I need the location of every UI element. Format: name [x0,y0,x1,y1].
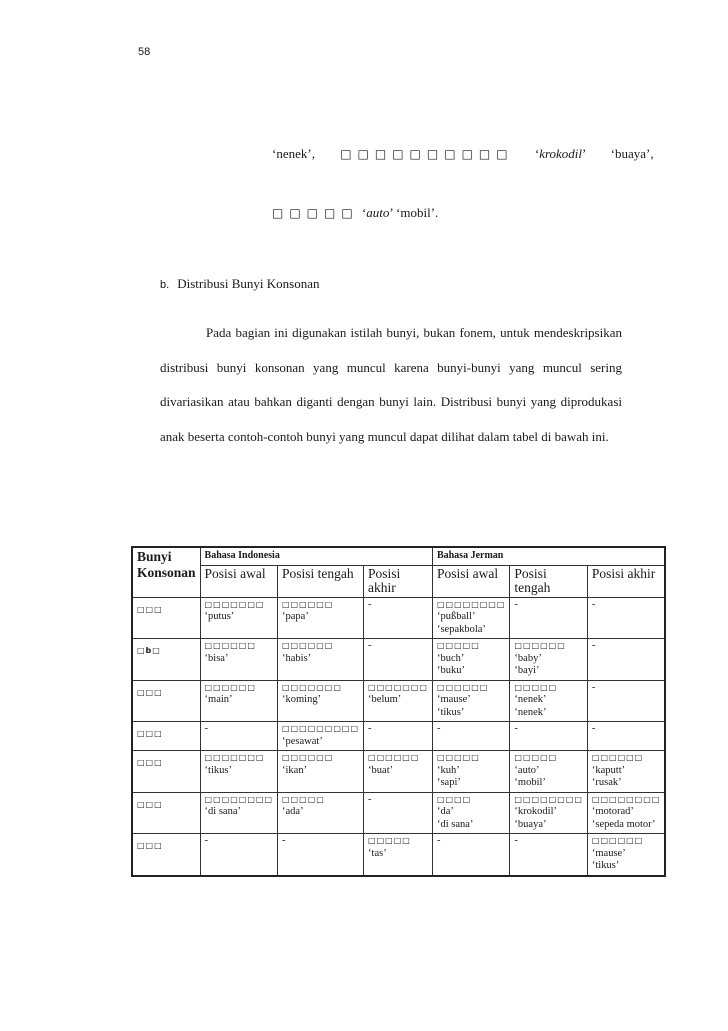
cell-transcription: - [591,681,596,693]
cell-transcription: □□□□□□□ [368,682,428,692]
cell-gloss: ‘buaya’ [514,818,547,830]
table-cell [278,597,364,639]
bahasa-jerman-header: Bahasa Jerman [432,547,665,565]
cell-transcription: - [514,598,518,610]
cell-gloss: ‘pesawat’ [282,735,323,747]
consonant-symbol: □□□ [132,792,200,834]
table-row [132,834,665,876]
cell-gloss: ‘belum’ [368,694,402,705]
table-cell [200,751,277,793]
col-posisi-akhir-de: Posisi akhir [587,565,665,597]
cell-gloss: ‘habis’ [282,652,312,664]
table-cell [587,751,665,793]
cell-gloss: ‘tas’ [368,847,387,859]
table-cell [587,792,665,834]
table-cell [278,834,364,876]
gloss-mobil: ’ ‘mobil’. [389,205,439,220]
col-posisi-akhir-id: Posisi akhir [364,565,433,597]
cell-transcription: - [368,793,372,805]
table-cell [364,680,433,722]
table-row [132,680,665,722]
cell-gloss: ‘di sana’ [436,818,474,830]
cell-gloss: ‘auto’ [514,764,540,776]
cell-transcription: □□□□□ [282,794,325,804]
cell-gloss: ‘sepakbola’ [436,623,486,635]
cell-transcription: □□□□□ [514,753,558,762]
table-cell [432,639,509,681]
col-posisi-tengah-de: Posisi tengah [510,565,587,597]
cell-transcription: □□□□□□ [204,682,256,692]
table-cell [432,680,509,722]
table-row [132,722,665,751]
table-cell [200,834,277,876]
table-cell [587,639,665,681]
table-cell [200,639,277,681]
group-header-row [132,547,665,565]
table-cell [200,597,277,639]
cell-gloss: ‘mause’ [591,847,626,859]
table-cell [432,751,509,793]
table-row [132,639,665,681]
continuation-line-1 [272,146,654,162]
cell-transcription: - [591,598,596,610]
table-cell [278,751,364,793]
section-letter: b. [160,279,170,291]
table-cell [510,597,587,639]
consonant-symbol: □□□ [132,751,200,793]
ipa-symbols: □□□□□ [272,206,359,220]
table-row [132,751,665,793]
table-cell [432,722,509,751]
cell-transcription: □□□□□□□□ [204,794,273,804]
cell-gloss: ‘bayi’ [514,665,540,676]
cell-gloss: ‘kuh’ [436,764,460,776]
quote-open: ‘ [534,146,540,161]
cell-gloss: ‘sapi’ [436,777,461,788]
position-header-row [132,565,665,597]
cell-gloss: ‘putus’ [204,611,235,622]
word-auto: auto [366,205,390,220]
table-cell [278,680,364,722]
cell-transcription: □□□□□□ [282,753,334,762]
cell-transcription: □□□□□□□□□ [282,724,360,733]
cell-gloss: ‘tikus’ [436,706,465,718]
table-cell [510,834,587,876]
table-row [132,792,665,834]
cell-gloss: ‘da’ [436,806,454,817]
table-cell [364,722,433,751]
table-cell [364,639,433,681]
consonant-symbol: □□□ [132,680,200,722]
table-cell [278,639,364,681]
gloss-buaya: ‘buaya’, [610,146,654,161]
body-paragraph: Pada bagian ini digunakan istilah bunyi, bukan fonem, untuk mendeskripsikan distribusi bunyi konsonan yang muncul karena bunyi-bunyi yang muncul sering divariasikan atau bahkan diganti dengan bunyi lain. Distribusi bunyi yang diprodukasi anak beserta contoh-contoh bunyi yang muncul dapat dilihat dalam tabel di bawah ini. [160,325,622,444]
cell-gloss: ‘kaputt’ [591,764,626,776]
cell-transcription: □□□□□ [436,641,480,650]
consonant-symbol: □□□ [132,834,200,876]
table-cell [510,639,587,681]
col-posisi-awal-de: Posisi awal [432,565,509,597]
cell-gloss: ‘buch’ [436,652,465,664]
cell-transcription: - [282,835,286,846]
table-cell [432,792,509,834]
cell-transcription: □□□□□□ [591,753,644,762]
page-number: 58 [138,46,151,58]
cell-gloss: ‘ikan’ [282,764,308,776]
cell-transcription: - [514,723,518,734]
cell-transcription: □□□□□□□□ [591,794,661,804]
cell-transcription: - [591,723,596,734]
cell-transcription: □□□□□□ [514,641,566,650]
cell-transcription: □□□□□□□ [204,599,265,609]
table-cell [510,792,587,834]
cell-transcription: □□□□□□ [282,641,334,650]
table-cell [364,751,433,793]
cell-gloss: ‘mobil’ [514,777,546,788]
cell-transcription: - [204,723,209,734]
word-krokodil: krokodil [539,146,583,161]
cell-transcription: □□□□□□ [204,641,256,650]
cell-gloss: ‘pußball’ [436,611,476,622]
cell-gloss: ‘bisa’ [204,652,229,664]
table-cell [510,722,587,751]
table-cell [364,834,433,876]
table-cell [200,722,277,751]
table-cell [587,722,665,751]
table-cell [587,680,665,722]
ipa-symbols: □□□□□□□□□□ [340,147,514,161]
cell-transcription: □□□□□ [514,682,558,692]
cell-transcription: □□□□□□ [282,599,334,609]
cell-transcription: □□□□ [436,794,472,804]
table-cell [587,597,665,639]
cell-gloss: ‘sepeda motor’ [591,818,656,830]
col-posisi-tengah-id: Posisi tengah [278,565,364,597]
cell-gloss: ‘rusak’ [591,777,622,788]
cell-transcription: - [368,598,372,610]
table-cell [432,834,509,876]
cell-transcription: □□□□□□ [436,682,489,692]
cell-transcription: - [436,835,441,846]
cell-gloss: ‘tikus’ [204,764,232,776]
cell-gloss: ‘papa’ [282,611,309,622]
bahasa-indonesia-header: Bahasa Indonesia [200,547,432,565]
consonant-symbol: □□□ [132,722,200,751]
table-cell [364,792,433,834]
cell-gloss: ‘di sana’ [204,806,241,817]
section-title: Distribusi Bunyi Konsonan [177,276,320,291]
cell-transcription: □□□□□ [368,836,411,845]
bunyi-konsonan-header: Bunyi Konsonan [132,547,200,597]
cell-gloss: ‘ada’ [282,806,304,817]
quote-close: ’ [582,146,586,161]
cell-transcription: - [368,723,372,734]
continuation-line-2 [272,205,438,221]
table-cell [510,680,587,722]
cell-transcription: □□□□□□□ [204,753,265,762]
cell-transcription: □□□□□□ [591,836,644,845]
cell-transcription: □□□□□□ [368,753,420,762]
gloss-nenek: ‘nenek’, [272,146,315,161]
table-cell [200,792,277,834]
table-cell [510,751,587,793]
cell-gloss: ‘buku’ [436,665,465,676]
section-heading [160,276,319,292]
table-cell [200,680,277,722]
table-cell [278,792,364,834]
table-cell [364,597,433,639]
cell-gloss: ‘buat’ [368,764,394,776]
consonant-symbol: □b□ [132,639,200,681]
consonant-symbol: □□□ [132,597,200,639]
cell-gloss: ‘tikus’ [591,860,620,871]
cell-transcription: - [591,640,596,651]
cell-gloss: ‘nenek’ [514,694,547,705]
table-cell [587,834,665,876]
table-cell [278,722,364,751]
col-posisi-awal-id: Posisi awal [200,565,277,597]
consonant-distribution-table [131,546,666,877]
cell-gloss: ‘nenek’ [514,706,547,718]
cell-gloss: ‘baby’ [514,652,542,664]
cell-transcription: - [514,835,518,846]
cell-transcription: □□□□□□□ [282,682,342,692]
cell-gloss: ‘motorad’ [591,806,634,817]
cell-gloss: ‘mause’ [436,694,471,705]
quote-open: ‘ [361,205,367,220]
cell-gloss: ‘main’ [204,694,233,705]
cell-transcription: - [368,640,372,651]
cell-transcription: - [204,835,209,846]
cell-transcription: - [436,723,441,734]
cell-gloss: ‘krokodil’ [514,806,557,817]
cell-transcription: □□□□□□□□ [514,794,583,804]
cell-gloss: ‘koming’ [282,694,322,705]
table-cell [432,597,509,639]
table-row [132,597,665,639]
cell-transcription: □□□□□ [436,753,480,762]
cell-transcription: □□□□□□□□ [436,599,506,609]
